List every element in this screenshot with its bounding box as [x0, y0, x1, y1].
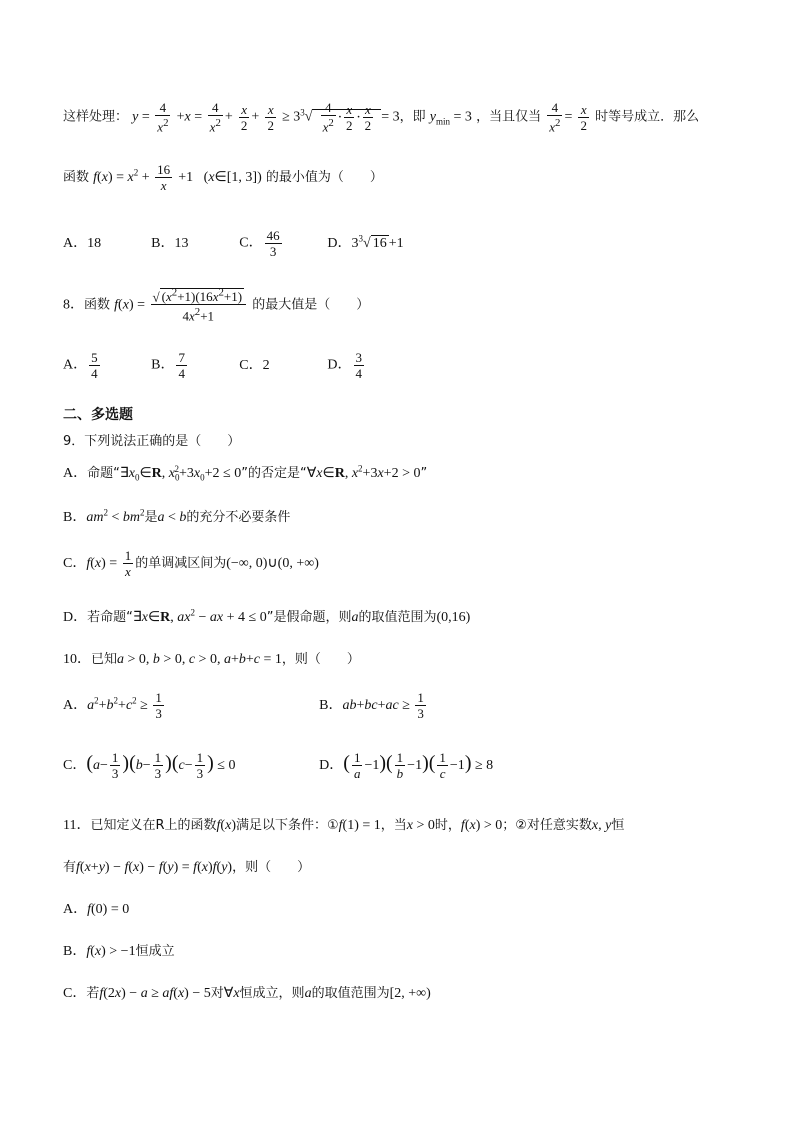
- q9-option-a[interactable]: A．命题“$\exists x_0\in R$, $x_0^2+3x_0+2 \le 0$”的否定是“∀x∈R, $x^2+3x+2 > 0$”: [63, 463, 428, 483]
- q10-option-d[interactable]: D．( $\frac{1}{a}$ −1)( $\frac{1}{b}$ −1)( $\frac{1}{c}$ −1) ≥ 8: [319, 750, 494, 781]
- q8-option-c[interactable]: C．2: [239, 357, 270, 373]
- intro-prefix: 这样处理：: [63, 109, 129, 125]
- q7-option-d[interactable]: D．$3^3√$ 16 +1: [327, 233, 404, 251]
- q7-option-c[interactable]: C． $\frac{46}{3}$: [239, 228, 280, 259]
- q10-row-ab: [63, 690, 428, 721]
- q11-option-b[interactable]: B．f(x) > −1恒成立: [63, 944, 175, 959]
- q7-stem: 函数 $f(x) = x^2$ + $\frac{16}{x}$ +1 (x∈[1, 3]) 的最小值为（ ）: [63, 162, 383, 193]
- q10-row-cd: [63, 750, 493, 781]
- q11-stem-line1: 11．已知定义在R上的函数f(x)满足以下条件：①f(1) = 1，当x > 0时，f(x) > 0；②对任意实数x, y恒: [63, 818, 625, 833]
- q10-option-c[interactable]: C．(a− $\frac{1}{3}$ )(b− $\frac{1}{3}$ )(c− $\frac{1}{3}$ ) ≤ 0: [63, 750, 236, 781]
- q8-stem: 8．函数 f(x) = $\frac{√ (x^2+1)(16x^2+1)}{4x^2+1}$ 的最大值是（ ）: [63, 287, 370, 324]
- q8-option-a[interactable]: A． $\frac{5}{4}$: [63, 350, 98, 381]
- q9-option-b[interactable]: B．$am^2 < bm^2$是a < b的充分不必要条件: [63, 507, 291, 525]
- q8-options: [63, 350, 366, 381]
- q11-stem-line2: 有f(x+y) − f(x) − f(y) = f(x)f(y)，则（ ）: [63, 860, 311, 875]
- q10-option-b[interactable]: B．ab+bc+ac ≥ $\frac{1}{3}$: [319, 690, 424, 721]
- q7-option-a[interactable]: A．18: [63, 235, 102, 251]
- q8-option-b[interactable]: B． $\frac{7}{4}$: [151, 350, 185, 381]
- q9-option-c[interactable]: C．f(x) = $\frac{1}{x}$ 的单调减区间为(−∞, 0)∪(0, +∞): [63, 548, 319, 579]
- intro-line: 这样处理： y = $\frac{4}{x^2}$ +x = $\frac{4}{x^2}$ + $\frac{x}{2}$ + $\frac{x}{2}$ ≥ $3^3√$ $\frac{4}{x^2}$ · $\frac{x}{2}$ · $\frac{x}{2}$ = 3，即 $y_{min} = 3$ ，当且仅当 $\frac{4}{x^2}$ = $\frac{x}{2}$ 时等号成立．那么: [63, 100, 700, 135]
- q10-stem: 10．已知a > 0, b > 0, c > 0, a+b+c = 1，则（ ）: [63, 652, 360, 667]
- q11-option-a[interactable]: A．f(0) = 0: [63, 902, 130, 917]
- q7-options: [63, 228, 404, 259]
- q9-option-d[interactable]: D．若命题“∃x∈R, $ax^2$ − ax + 4 ≤ 0”是假命题，则a的取值范围为(0,16): [63, 607, 471, 625]
- q7-option-b[interactable]: B．13: [151, 235, 189, 251]
- section-title: 二、多选题: [63, 407, 133, 423]
- q9-stem: 9．下列说法正确的是（ ）: [63, 434, 241, 449]
- q11-option-c[interactable]: C．若f(2x) − a ≥ af(x) − 5对∀x恒成立，则a的取值范围为[2, +∞): [63, 986, 431, 1001]
- q8-option-d[interactable]: D． $\frac{3}{4}$: [327, 350, 363, 381]
- q10-option-a[interactable]: A．$a^2+b^2+c^2$ ≥ $\frac{1}{3}$: [63, 690, 162, 721]
